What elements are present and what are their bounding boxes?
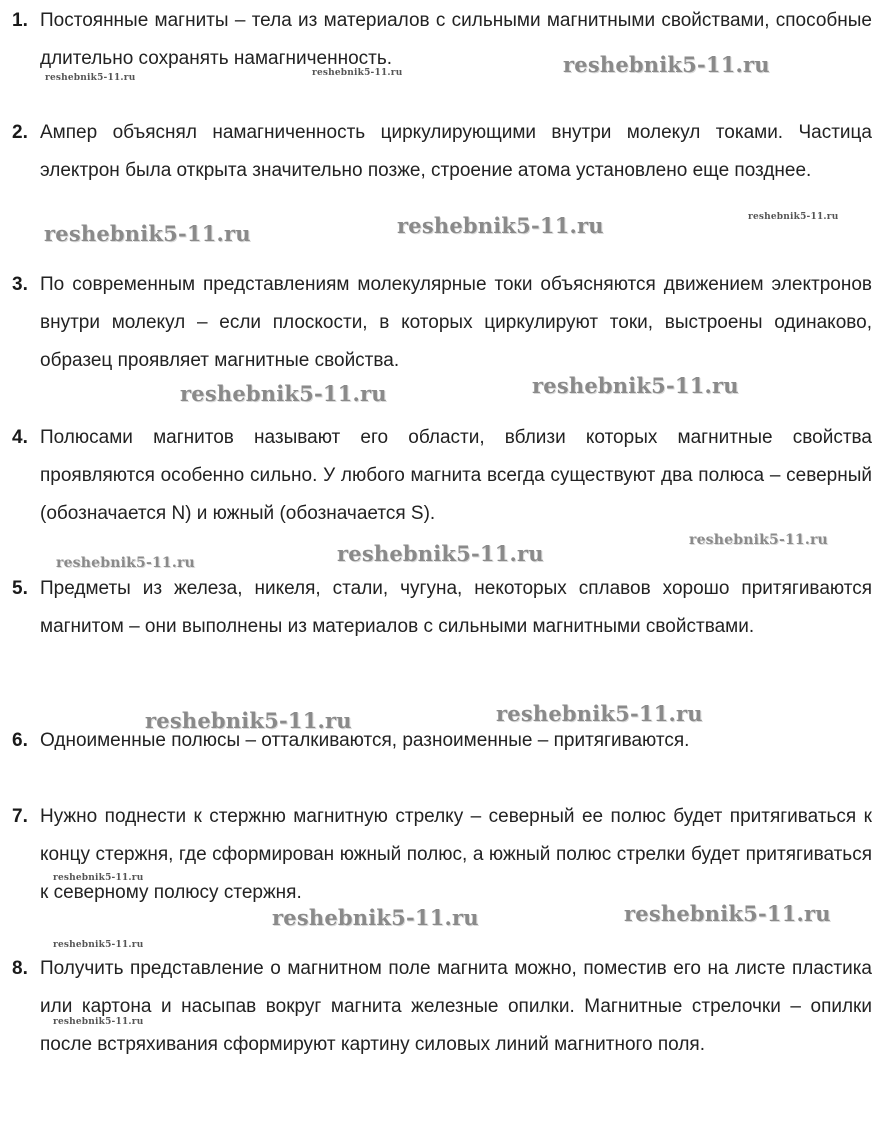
watermark: reshebnik5-11.ru xyxy=(44,221,251,246)
answer-item-6 xyxy=(12,722,872,760)
item-number: 1. xyxy=(12,10,28,31)
answer-item-3 xyxy=(12,266,872,380)
item-text: Ампер объяснял намагниченность циркулирующими внутри молекул токами. Частица электрон была открыта значительно позже, строение атома установлено еще позднее. xyxy=(40,122,872,181)
answer-item-5 xyxy=(12,570,872,646)
item-number: 3. xyxy=(12,274,28,295)
item-text: Полюсами магнитов называют его области, вблизи которых магнитные свойства проявляются особенно сильно. У любого магнита всегда существуют два полюса – северный (обозначается N) и южный (обозначается S). xyxy=(40,427,872,524)
watermark: reshebnik5-11.ru xyxy=(624,901,831,926)
watermark: reshebnik5-11.ru xyxy=(145,708,352,733)
watermark: reshebnik5-11.ru xyxy=(53,1017,144,1027)
answer-item-4 xyxy=(12,419,872,533)
watermark: reshebnik5-11.ru xyxy=(312,68,403,78)
watermark: reshebnik5-11.ru xyxy=(45,73,136,83)
watermark: reshebnik5-11.ru xyxy=(53,940,144,950)
watermark: reshebnik5-11.ru xyxy=(689,532,828,548)
watermark: reshebnik5-11.ru xyxy=(337,541,544,566)
watermark: reshebnik5-11.ru xyxy=(53,873,144,883)
item-number: 5. xyxy=(12,578,28,599)
watermark: reshebnik5-11.ru xyxy=(397,213,604,238)
item-number: 6. xyxy=(12,730,28,751)
item-text: Одноименные полюсы – отталкиваются, разноименные – притягиваются. xyxy=(40,730,690,751)
watermark: reshebnik5-11.ru xyxy=(532,373,739,398)
answer-item-8 xyxy=(12,950,872,1064)
answer-item-7 xyxy=(12,798,872,912)
item-number: 2. xyxy=(12,122,28,143)
watermark: reshebnik5-11.ru xyxy=(496,701,703,726)
watermark: reshebnik5-11.ru xyxy=(272,905,479,930)
watermark: reshebnik5-11.ru xyxy=(748,212,839,222)
watermark: reshebnik5-11.ru xyxy=(180,381,387,406)
item-text: Предметы из железа, никеля, стали, чугуна, некоторых сплавов хорошо притягиваются магнитом – они выполнены из материалов с сильными магнитными свойствами. xyxy=(40,578,872,637)
watermark: reshebnik5-11.ru xyxy=(56,555,195,571)
item-number: 7. xyxy=(12,806,28,827)
item-text: По современным представлениям молекулярные токи объясняются движением электронов внутри молекул – если плоскости, в которых циркулируют токи, выстроены одинаково, образец проявляет магнитные свойства. xyxy=(40,274,872,371)
item-number: 8. xyxy=(12,958,28,979)
item-text: Постоянные магниты – тела из материалов с сильными магнитными свойствами, способные длительно сохранять намагниченность. xyxy=(40,10,872,69)
watermark: reshebnik5-11.ru xyxy=(563,52,770,77)
item-number: 4. xyxy=(12,427,28,448)
item-text: Нужно поднести к стержню магнитную стрелку – северный ее полюс будет притягиваться к концу стержня, где сформирован южный полюс, а южный полюс стрелки будет притягиваться к северному полюсу стержня. xyxy=(40,806,872,903)
answer-item-2 xyxy=(12,114,872,190)
item-text: Получить представление о магнитном поле магнита можно, поместив его на листе пластика или картона и насыпав вокруг магнита железные опилки. Магнитные стрелочки – опилки после встряхивания сформируют картину силовых линий магнитного поля. xyxy=(40,958,872,1055)
